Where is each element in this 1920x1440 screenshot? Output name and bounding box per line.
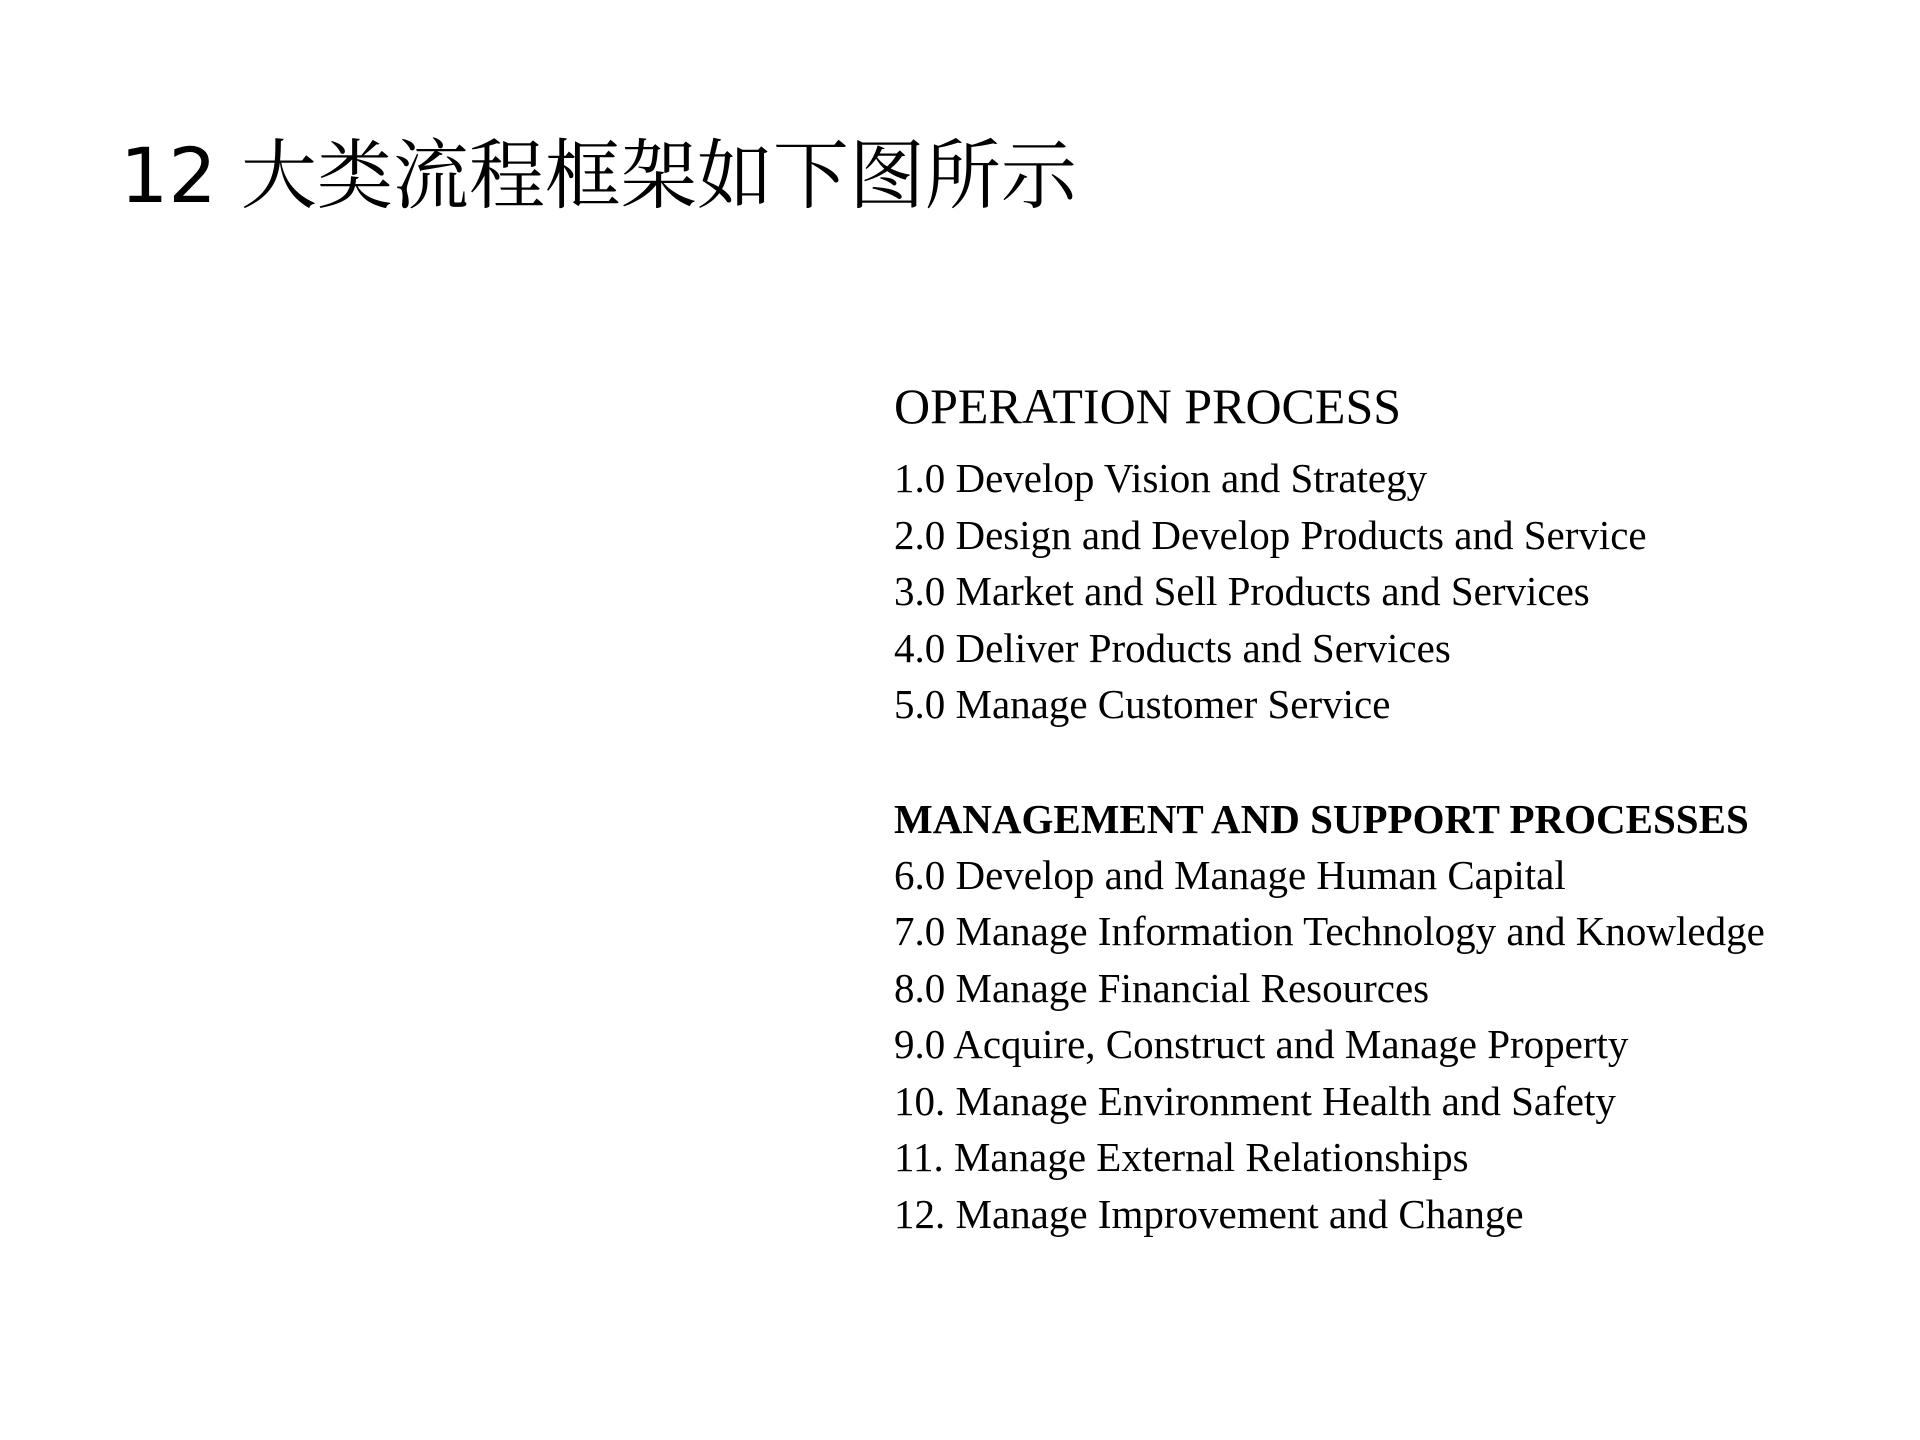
operation-process-heading: OPERATION PROCESS	[894, 378, 1402, 434]
process-item: 11. Manage External Relationships	[894, 1134, 1469, 1180]
process-item: 7.0 Manage Information Technology and Knowledge	[894, 908, 1765, 954]
process-framework	[894, 374, 1894, 1242]
operation-process-list	[894, 450, 1894, 733]
slide-title: 12 大类流程框架如下图所示	[120, 131, 1077, 220]
process-item: 2.0 Design and Develop Products and Service	[894, 511, 1647, 558]
spacer	[894, 438, 1894, 450]
process-item: 4.0 Deliver Products and Services	[894, 624, 1451, 671]
process-item: 5.0 Manage Customer Service	[894, 681, 1391, 727]
process-item: 9.0 Acquire, Construct and Manage Property	[894, 1021, 1629, 1067]
management-support-heading: MANAGEMENT AND SUPPORT PROCESSES	[894, 795, 1749, 842]
process-item: 1.0 Develop Vision and Strategy	[894, 455, 1428, 501]
management-process-list	[894, 847, 1894, 1243]
process-item: 6.0 Develop and Manage Human Capital	[894, 851, 1566, 898]
section-spacer	[894, 733, 1894, 791]
process-item: 8.0 Manage Financial Resources	[894, 964, 1430, 1011]
process-item: 12. Manage Improvement and Change	[894, 1190, 1524, 1237]
process-item: 3.0 Market and Sell Products and Services	[894, 568, 1590, 614]
process-item: 10. Manage Environment Health and Safety	[894, 1077, 1616, 1124]
